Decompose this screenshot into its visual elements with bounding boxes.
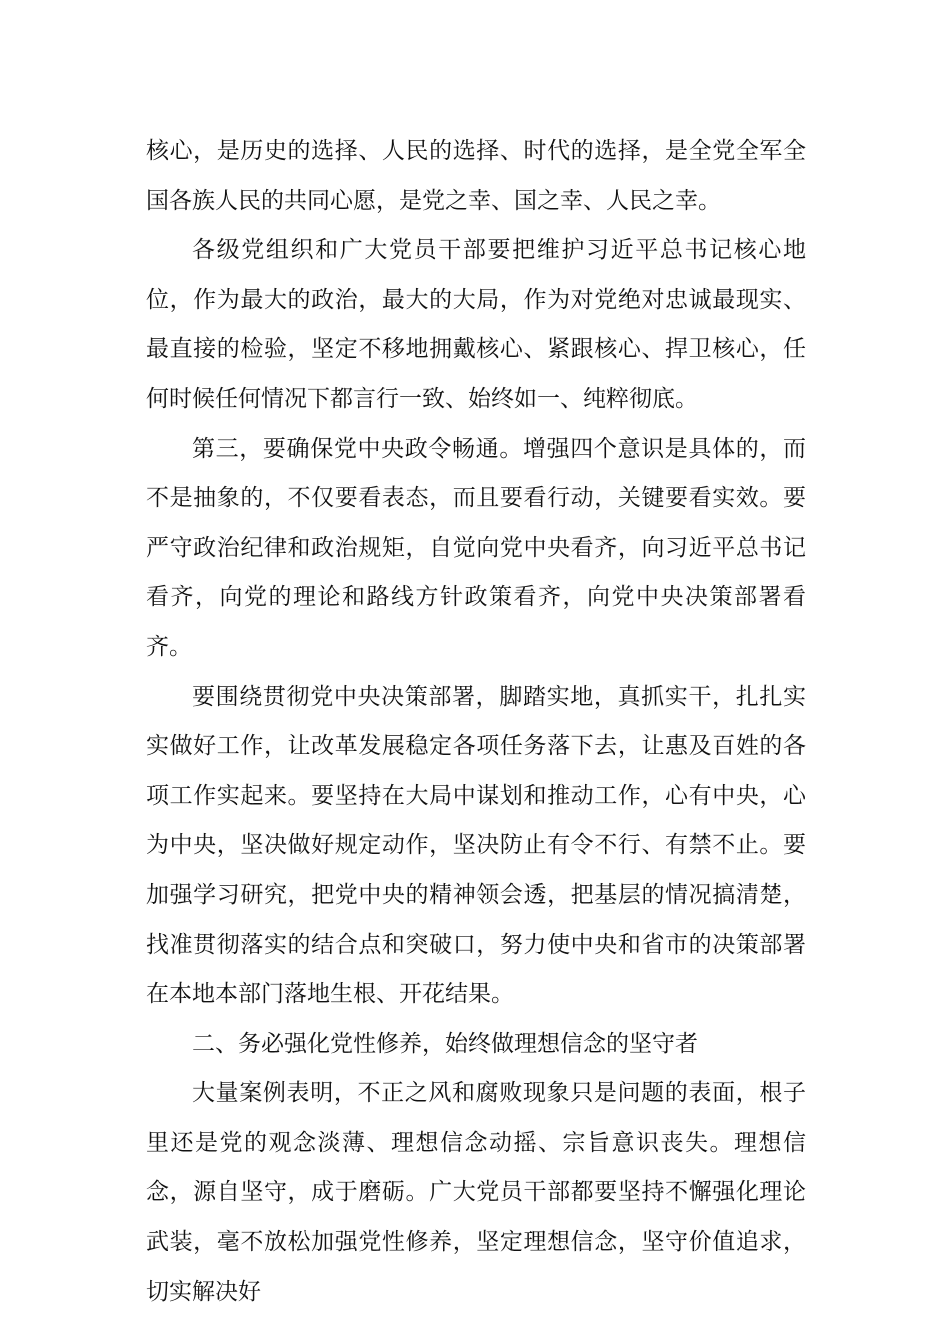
paragraph-4: 要围绕贯彻党中央决策部署，脚踏实地，真抓实干，扎扎实实做好工作，让改革发展稳定各项任务落下去，让惠及百姓的各项工作实起来。要坚持在大局中谋划和推动工作，心有中央，心为中央，坚决做好规定动作，坚决防止有令不行、有禁不止。要加强学习研究，把党中央的精神领会透，把基层的情况搞清楚，找准贯彻落实的结合点和突破口，努力使中央和省市的决策部署在本地本部门落地生根、开花结果。 xyxy=(146,683,806,1008)
paragraph-2: 各级党组织和广大党员干部要把维护习近平总书记核心地位，作为最大的政治，最大的大局，作为对党绝对忠诚最现实、最直接的检验，坚定不移地拥戴核心、紧跟核心、捍卫核心，任何时候任何情况下都言行一致、始终如一、纯粹彻底。 xyxy=(146,237,806,412)
paragraph-1: 核心，是历史的选择、人民的选择、时代的选择，是全党全军全国各族人民的共同心愿，是党之幸、国之幸、人民之幸。 xyxy=(146,138,806,214)
paragraph-6: 大量案例表明，不正之风和腐败现象只是问题的表面，根子里还是党的观念淡薄、理想信念动摇、宗旨意识丧失。理想信念，源自坚守，成于磨砺。广大党员干部都要坚持不懈强化理论武装，毫不放松加强党性修养，坚定理想信念，坚守价值追求，切实解决好 xyxy=(146,1080,806,1305)
document-body xyxy=(146,127,806,1317)
section-heading: 二、务必强化党性修养，始终做理想信念的坚守者 xyxy=(192,1030,698,1057)
paragraph-3: 第三，要确保党中央政令畅通。增强四个意识是具体的，而不是抽象的，不仅要看表态，而且要看行动，关键要看实效。要严守政治纪律和政治规矩，自觉向党中央看齐，向习近平总书记看齐，向党的理论和路线方针政策看齐，向党中央决策部署看齐。 xyxy=(146,435,806,660)
